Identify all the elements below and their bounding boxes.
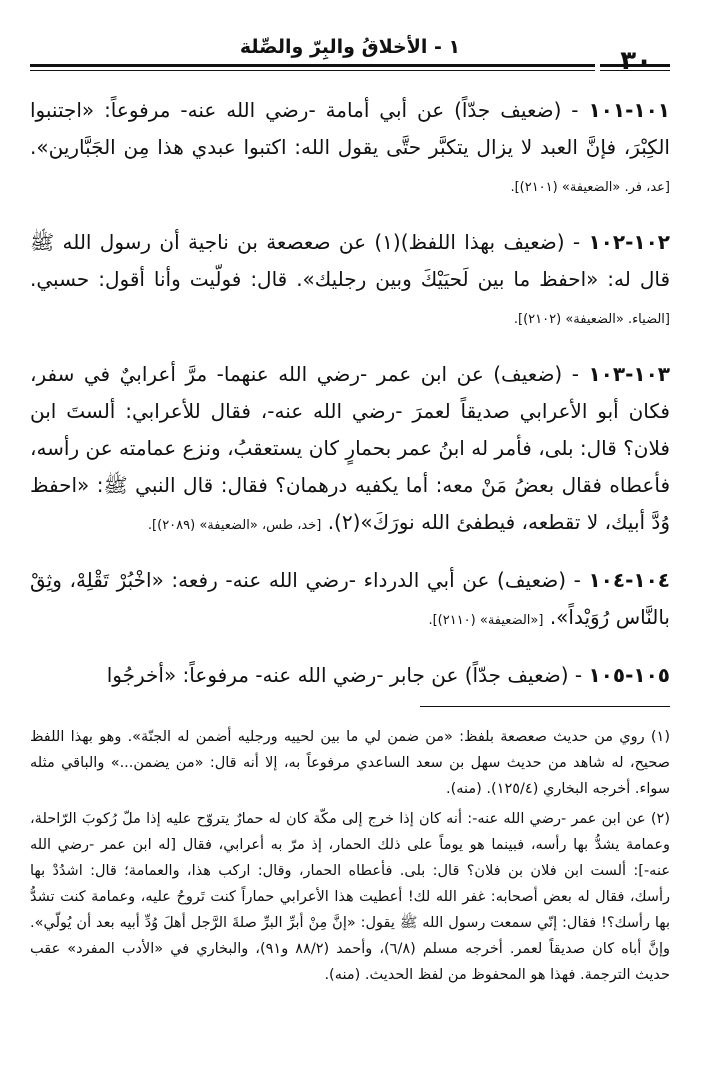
hadith-source: [خد، طس، «الضعيفة» (٢٠٨٩)]. xyxy=(147,518,322,533)
running-head: ١ - الأخلاقُ والبِرّ والصِّلة xyxy=(239,36,461,58)
hadith-source: [الضياء. «الضعيفة» (٢١٠٢)]. xyxy=(513,312,670,327)
page-header xyxy=(30,38,670,78)
hadith-number: ١٠١-١٠١ xyxy=(588,98,671,122)
hadith-source: [عد، فر. «الضعيفة» (٢١٠١)]. xyxy=(510,180,670,195)
hadith-text: - (ضعيف جدّاً) عن جابر -رضي الله عنه- مرفوعاً: «أخرجُوا xyxy=(106,663,583,687)
hadith-source: [«الضعيفة» (٢١١٠)]. xyxy=(428,613,544,628)
header-rule-thin-right xyxy=(600,70,670,71)
page-number: ٣٠ xyxy=(620,46,652,76)
hadith-text: - (ضعيف جدّاً) عن أبي أمامة -رضي الله عنه- مرفوعاً: «اجتنبوا الكِبْرَ، فإنَّ العبد لا يزال يتكبَّر حتَّى يقول الله: اكتبوا عبدي هذا مِن الجَبَّارين». xyxy=(30,98,670,159)
hadith-entry xyxy=(30,657,670,694)
hadith-entry xyxy=(30,92,670,206)
footnotes xyxy=(30,724,670,992)
footnote-separator xyxy=(420,706,670,707)
main-text xyxy=(30,92,670,712)
footnote: (١) روي من حديث صعصعة بلفظ: «من ضمن لي ما بين لحييه ورجليه أضمن له الجنّة». وهو بهذا اللفظ صحيح، له شاهد من حديث سهل بن سعد الساعدي مرفوعاً به، إلا أنه قال: «من يضمن...» والباقي مثله سواء. أخرجه البخاري (١٢٥/٤). (منه). xyxy=(30,729,670,797)
header-rule-thick-right xyxy=(600,64,670,67)
hadith-text: - (ضعيف) عن ابن عمر -رضي الله عنهما- مرَّ أعرابيٌ في سفر، فكان أبو الأعرابي صديقاً لعمرَ -رضي الله عنه-، فقال للأعرابي: ألستَ ابن فلان؟ قال: بلى، فأمر له ابنُ عمر بحمارٍ كان يستعقبُ، ونزع عمامته عن رأسه، فأعطاه فقال بعضُ مَنْ معه: أما يكفيه درهمان؟ فقال: قال النبي ﷺ: «احفظ وُدَّ أبيك، لا تقطعه، فيطفئ الله نورَكَ»(٢). xyxy=(30,362,670,534)
hadith-entry xyxy=(30,562,670,639)
hadith-entry xyxy=(30,224,670,338)
hadith-entry xyxy=(30,356,670,544)
hadith-text: - (ضعيف بهذا اللفظ)(١) عن صعصعة بن ناجية أن رسول الله ﷺ قال له: «احفظ ما بين لَحيَيْكَ وبين رجليك». قال: فولّيت وأنا أقول: حسبي. xyxy=(30,230,670,291)
hadith-number: ١٠٣-١٠٣ xyxy=(588,362,670,386)
footnote: (٢) عن ابن عمر -رضي الله عنه-: أنه كان إذا خرج إلى مكّة كان له حمارٌ يتروّح عليه إذا ملّ رُكوبَ الرّاحلة، وعمامة يشدُّ بها رأسه، فبينما هو يوماً على ذلك الحمار، إذ مرّ به أعرابي، فقال [له ابن عمر -رضي الله عنه-]: ألست ابن فلان بن فلان؟ قال: بلى. فأعطاه الحمار، وقال: اركب هذا، والعمامة؛ قال: اشدُدْ بها رأسك، فقال له بعض أصحابه: غفر الله لك! أعطيت هذا الأعرابي حماراً كنت تَروحُ عليه، وعمامة كنت تشدُّ بها رأسك؟! فقال: إنّي سمعت رسول الله ﷺ يقول: «إنَّ مِنْ أبرِّ البرِّ صلةَ الرَّجل أهلَ وُدِّ أبيه بعد أن يُولّي». وإنَّ أباه كان صديقاً لعمر. أخرجه مسلم (٦/٨)، وأحمد (٨٨/٢ و٩١)، والبخاري في «الأدب المفرد» عقب حديث الترجمة. فهذا هو المحفوظ من لفظ الحديث. (منه). xyxy=(30,811,670,983)
hadith-number: ١٠٥-١٠٥ xyxy=(588,663,670,687)
header-rule-thin xyxy=(30,70,595,71)
hadith-number: ١٠٤-١٠٤ xyxy=(588,568,670,592)
hadith-text: - (ضعيف) عن أبي الدرداء -رضي الله عنه- رفعه: «اخْبُرْ تَقْلِهْ، وثِقْ بالنَّاس رُوَيْداً». xyxy=(30,568,670,629)
hadith-number: ١٠٢-١٠٢ xyxy=(588,230,670,254)
header-rule-thick xyxy=(30,64,595,67)
